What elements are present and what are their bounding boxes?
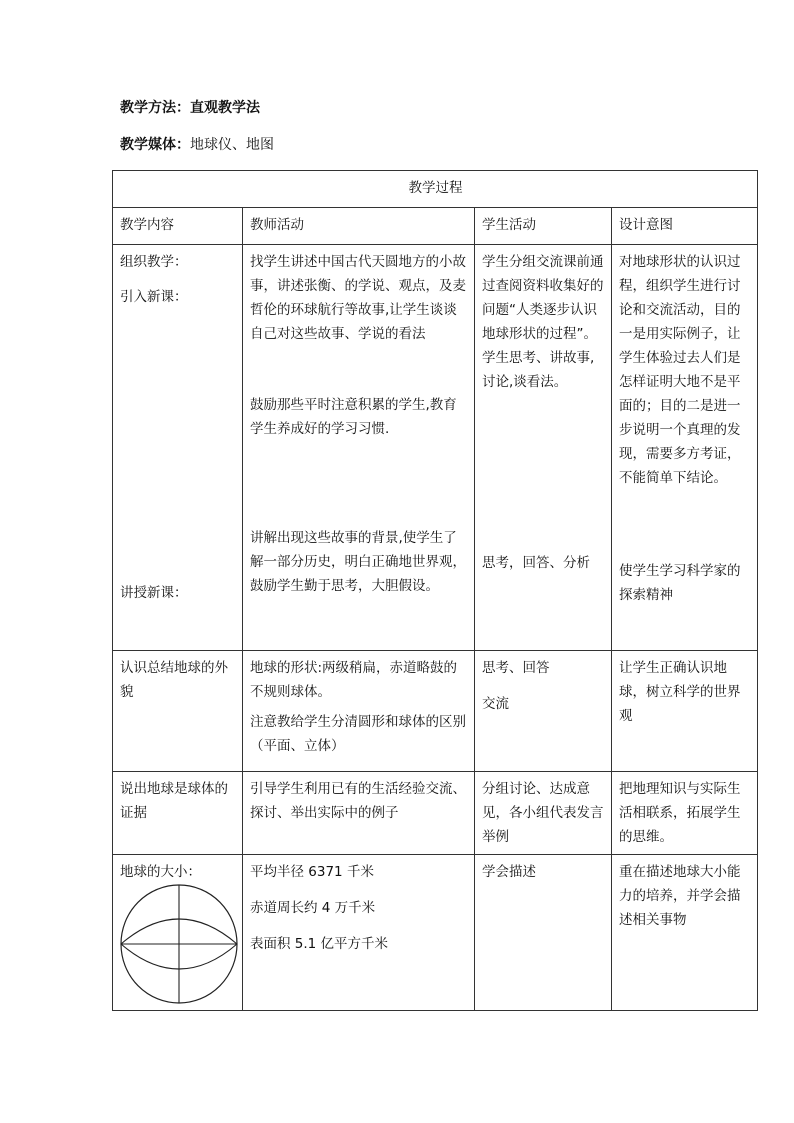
row2-student-p1: 思考、回答 <box>482 660 550 676</box>
table-row <box>113 855 758 1011</box>
row4-student: 学会描述 <box>475 855 612 1011</box>
row1-teacher-cell <box>243 245 475 651</box>
teaching-media-value: 地球仪、地图 <box>190 137 274 153</box>
row3-design: 把地理知识与实际生活相联系，拓展学生的思维。 <box>612 772 758 855</box>
row1-content-a: 组织教学： <box>120 254 188 270</box>
row2-teacher-p2: 注意教给学生分清圆形和球体的区别（平面、立体） <box>250 714 466 754</box>
header-teacher: 教师活动 <box>243 208 475 245</box>
row1-design-p2: 使学生学习科学家的探索精神 <box>619 563 741 603</box>
table-row <box>113 651 758 772</box>
row2-teacher-cell <box>243 651 475 772</box>
row1-student-p2: 思考，回答、分析 <box>482 555 590 571</box>
header-content: 教学内容 <box>113 208 243 245</box>
row1-student-p1: 学生分组交流课前通过查阅资料收集好的问题“人类逐步认识地球形状的过程”。学生思考、讲故事,讨论,谈看法。 <box>482 254 604 390</box>
row1-design-cell <box>612 245 758 651</box>
row1-design-p1: 对地球形状的认识过程，组织学生进行讨论和交流活动，目的一是用实际例子，让学生体验过去人们是怎样证明大地不是平面的；目的二是进一步说明一个真理的发现，需要多方考证，不能简单下结论。 <box>619 254 741 486</box>
teaching-method-value: 直观教学法 <box>190 100 260 116</box>
teaching-media-line <box>120 136 274 154</box>
row2-student-cell <box>475 651 612 772</box>
table-title: 教学过程 <box>113 171 758 208</box>
row3-student: 分组讨论、达成意见，各小组代表发言举例 <box>475 772 612 855</box>
row3-content: 说出地球是球体的证据 <box>113 772 243 855</box>
teaching-method-label: 教学方法： <box>120 100 190 116</box>
row4-design: 重在描述地球大小能力的培养，并学会描述相关事物 <box>612 855 758 1011</box>
row4-teacher-p1: 平均半径 6371 千米 <box>250 864 374 880</box>
table-row <box>113 245 758 651</box>
teaching-process-table <box>112 170 758 1011</box>
header-student: 学生活动 <box>475 208 612 245</box>
row1-teacher-p2: 鼓励那些平时注意积累的学生,教育学生养成好的学习习惯. <box>250 397 457 437</box>
row4-content: 地球的大小： <box>120 864 201 880</box>
row4-teacher-cell <box>243 855 475 1011</box>
row1-content-c: 讲授新课： <box>120 585 188 601</box>
row2-design: 让学生正确认识地球，树立科学的世界观 <box>612 651 758 772</box>
row1-content-b: 引入新课： <box>120 289 188 305</box>
row1-teacher-p1: 找学生讲述中国古代天圆地方的小故事，讲述张衡、的学说、观点，及麦哲伦的环球航行等故事,让学生谈谈自己对这些故事、学说的看法 <box>250 254 466 342</box>
teaching-method-line <box>120 99 260 117</box>
row2-student-p2: 交流 <box>482 696 509 712</box>
row1-teacher-p3: 讲解出现这些故事的背景,使学生了解一部分历史，明白正确地世界观，鼓励学生勤于思考，大胆假设。 <box>250 530 466 594</box>
row3-teacher: 引导学生利用已有的生活经验交流、探讨、举出实际中的例子 <box>243 772 475 855</box>
globe-diagram <box>118 882 240 1006</box>
header-design: 设计意图 <box>612 208 758 245</box>
teaching-media-label: 教学媒体： <box>120 137 190 153</box>
row4-teacher-p2: 赤道周长约 4 万千米 <box>250 900 376 916</box>
row1-content-cell <box>113 245 243 651</box>
row2-teacher-p1: 地球的形状:两级稍扁，赤道略鼓的不规则球体。 <box>250 660 458 700</box>
row4-content-cell <box>113 855 243 1011</box>
table-row <box>113 772 758 855</box>
table-header-row <box>113 208 758 245</box>
row1-student-cell <box>475 245 612 651</box>
row4-teacher-p3: 表面积 5.1 亿平方千米 <box>250 936 389 952</box>
row2-content: 认识总结地球的外貌 <box>113 651 243 772</box>
